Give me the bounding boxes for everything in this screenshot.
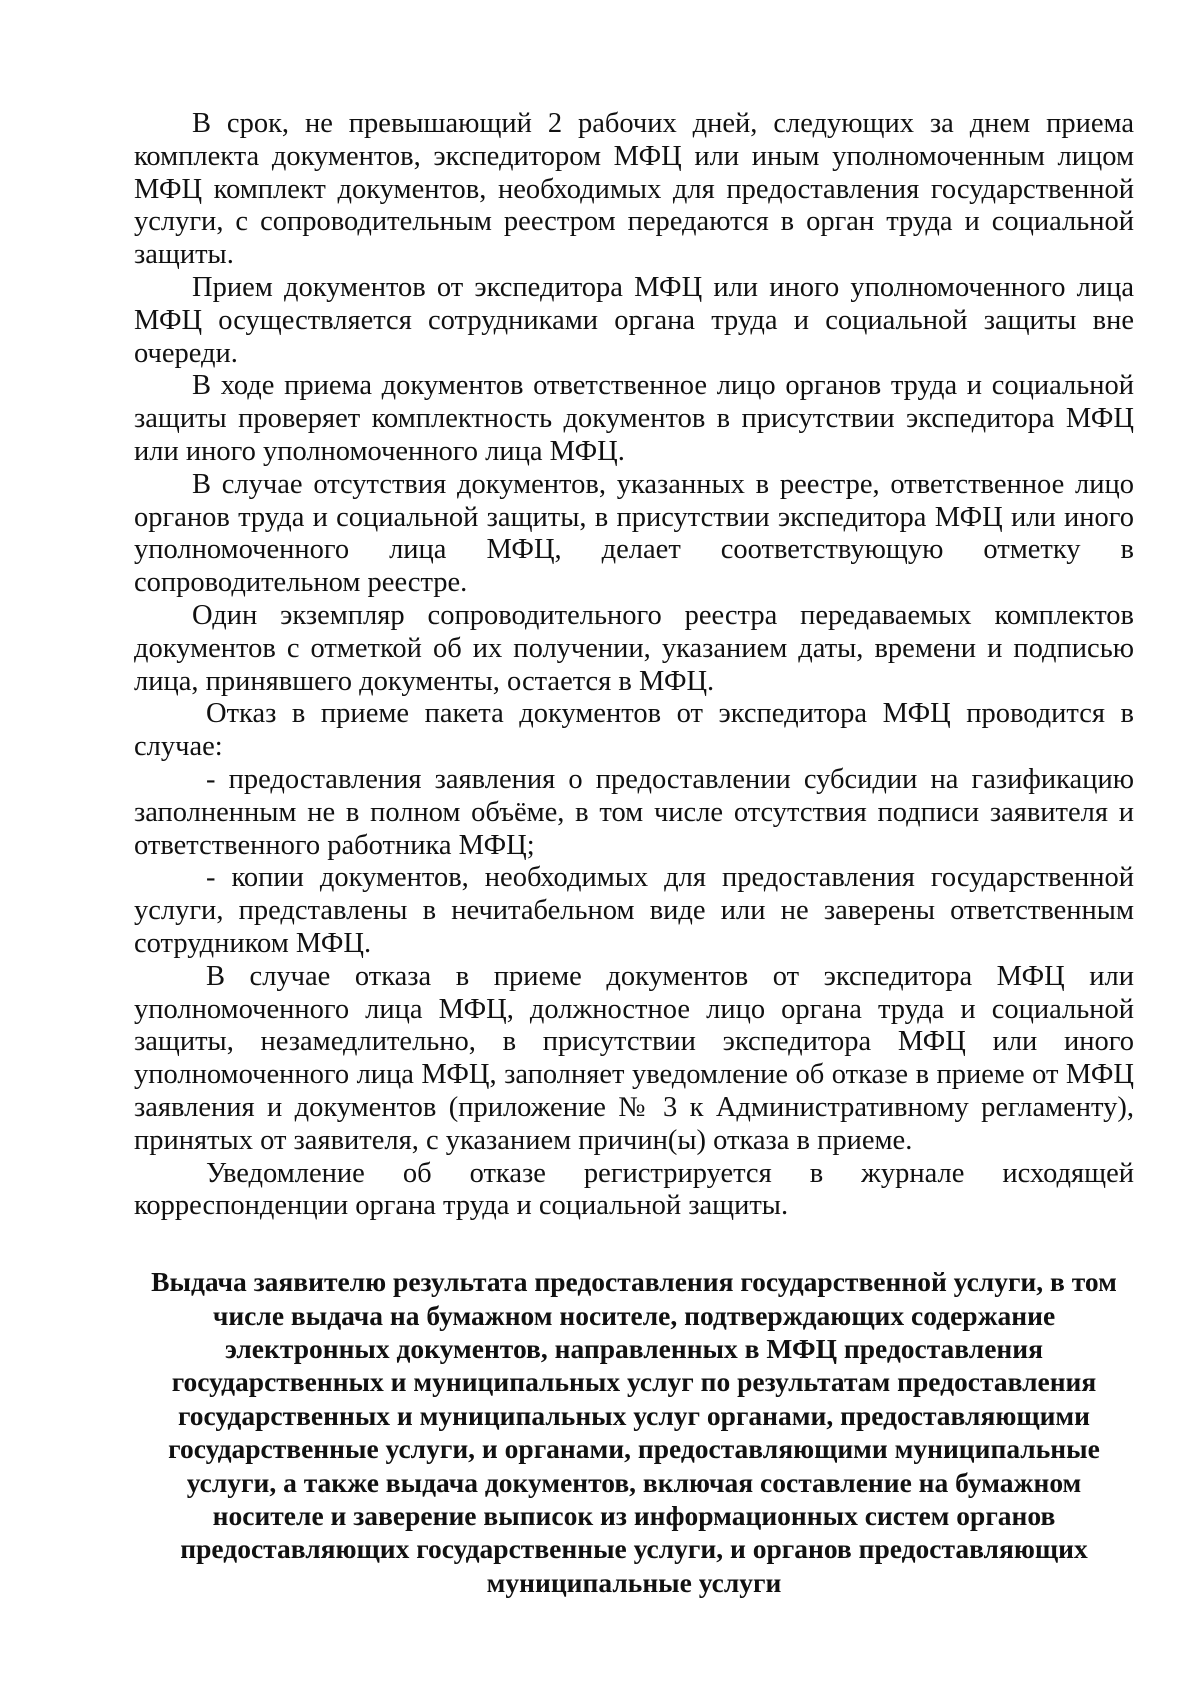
paragraph-refusal-notice: В случае отказа в приеме документов от экспедитора МФЦ или уполномоченного лица МФЦ, должностное лицо органа труда и социальной защиты, незамедлительно, в присутствии экспедитора МФЦ или иного уполномоченного лица МФЦ, заполняет уведомление об отказе в приеме от МФЦ заявления и документов (приложение № 3 к Административному регламенту), принятых от заявителя, с указанием причин(ы) отказа в приеме. <box>134 960 1134 1156</box>
document-page <box>134 108 1134 1599</box>
paragraph-transfer-deadline: В срок, не превышающий 2 рабочих дней, следующих за днем приема комплекта документов, экспедитором МФЦ или иным уполномоченным лицом МФЦ комплект документов, необходимых для предоставления государственной услуги, с сопроводительным реестром передаются в орган труда и социальной защиты. <box>134 108 1134 271</box>
list-item-unreadable-copies: - копии документов, необходимых для предоставления государственной услуги, представлены в нечитабельном виде или не заверены ответственным сотрудником МФЦ. <box>134 862 1134 959</box>
paragraph-notice-registration: Уведомление об отказе регистрируется в журнале исходящей корреспонденции органа труда и социальной защиты. <box>134 1157 1134 1222</box>
paragraph-refusal-cases: Отказ в приеме пакета документов от экспедитора МФЦ проводится в случае: <box>134 698 1134 763</box>
paragraph-completeness-check: В ходе приема документов ответственное лицо органов труда и социальной защиты проверяет комплектность документов в присутствии экспедитора МФЦ или иного уполномоченного лица МФЦ. <box>134 370 1134 467</box>
paragraph-document-reception: Прием документов от экспедитора МФЦ или иного уполномоченного лица МФЦ осуществляется сотрудниками органа труда и социальной защиты вне очереди. <box>134 271 1134 369</box>
paragraph-registry-copy: Один экземпляр сопроводительного реестра передаваемых комплектов документов с отметкой об их получении, указанием даты, времени и подписью лица, принявшего документы, остается в МФЦ. <box>134 599 1134 697</box>
paragraph-missing-documents: В случае отсутствия документов, указанных в реестре, ответственное лицо органов труда и социальной защиты, в присутствии экспедитора МФЦ или иного уполномоченного лица МФЦ, делает соответствующую отметку в сопроводительном реестре. <box>134 468 1134 599</box>
section-heading: Выдача заявителю результата предоставления государственной услуги, в том числе выдача на бумажном носителе, подтверждающих содержание электронных документов, направленных в МФЦ предоставления государственных и муниципальных услуг по результатам предоставления государственных и муниципальных услуг органами, предоставляющими государственные услуги, и органами, предоставляющими муниципальные услуги, а также выдача документов, включая составление на бумажном носителе и заверение выписок из информационных систем органов предоставляющих государственные услуги, и органов предоставляющих муниципальные услуги <box>151 1266 1117 1598</box>
list-item-incomplete-application: - предоставления заявления о предоставлении субсидии на газификацию заполненным не в полном объёме, в том числе отсутствия подписи заявителя и ответственного работника МФЦ; <box>134 763 1134 861</box>
